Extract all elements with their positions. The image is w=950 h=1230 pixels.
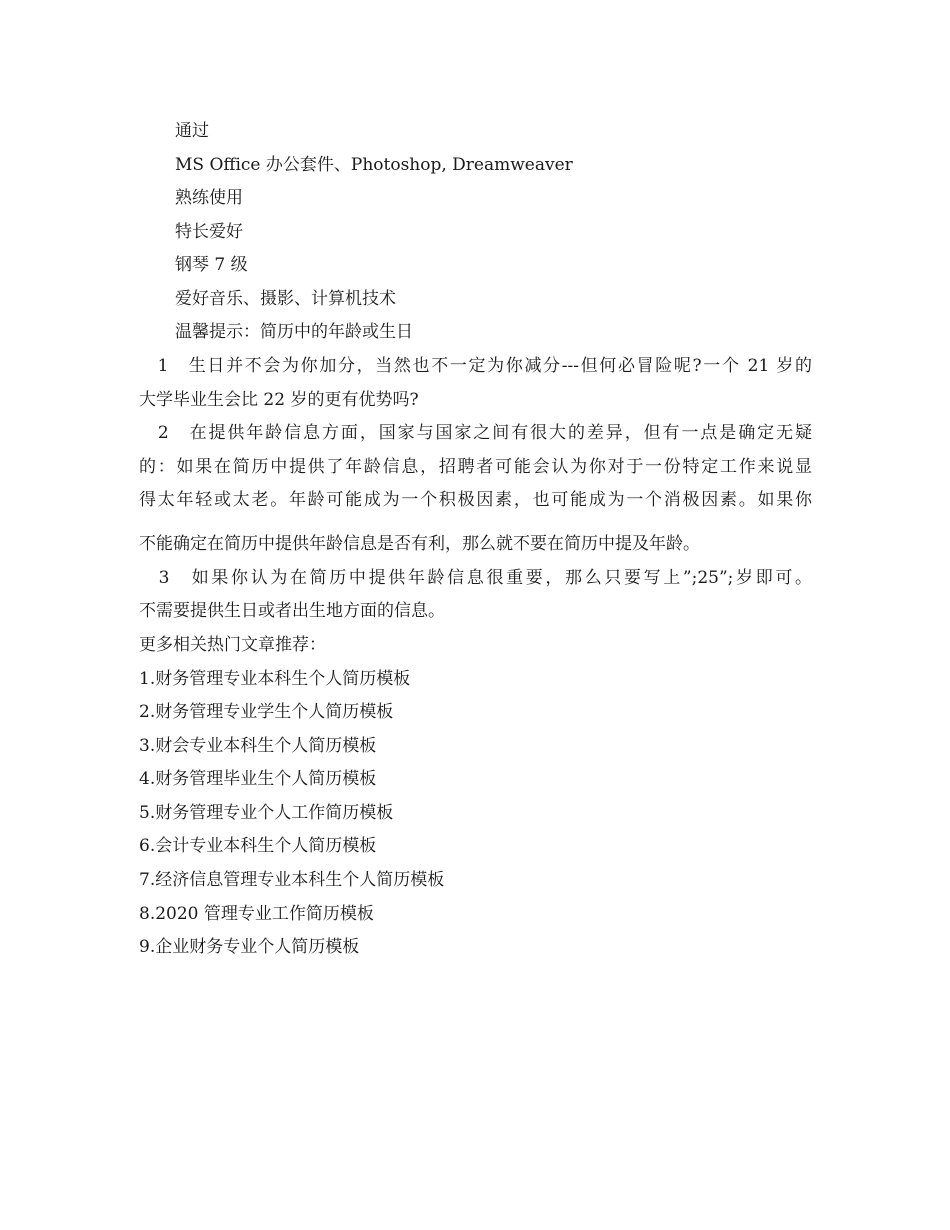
tip-3-line-1: 3 如果你认为在简历中提供年龄信息很重要，那么只要写上”;25”;岁即可。 (139, 568, 812, 588)
related-article-link[interactable]: 1.财务管理专业本科生个人简历模板 (139, 669, 411, 689)
related-articles-heading: 更多相关热门文章推荐： (139, 635, 326, 655)
skills-software-list: MS Office 办公套件、Photoshop, Dreamweaver (175, 155, 573, 175)
hobbies-heading: 特长爱好 (175, 222, 243, 242)
related-article-link[interactable]: 3.财会专业本科生个人简历模板 (139, 736, 377, 756)
tip-3-line-2: 不需要提供生日或者出生地方面的信息。 (139, 601, 445, 621)
tip-2-line-2: 的：如果在简历中提供了年龄信息，招聘者可能会认为你对于一份特定工作来说显 (139, 457, 812, 477)
related-article-link[interactable]: 9.企业财务专业个人简历模板 (139, 937, 360, 957)
related-article-link[interactable]: 4.财务管理毕业生个人简历模板 (139, 769, 377, 789)
tip-1-line-1: 1 生日并不会为你加分，当然也不一定为你减分---但何必冒险呢?一个 21 岁的 (139, 356, 812, 376)
tip-2-line-3: 得太年轻或太老。年龄可能成为一个积极因素，也可能成为一个消极因素。如果你 (139, 490, 812, 510)
tip-1-line-2: 大学毕业生会比 22 岁的更有优势吗? (139, 390, 419, 410)
related-article-link[interactable]: 7.经济信息管理专业本科生个人简历模板 (139, 870, 445, 890)
skills-line-through: 通过 (175, 121, 209, 141)
skills-proficiency: 熟练使用 (175, 188, 243, 208)
related-article-link[interactable]: 2.财务管理专业学生个人简历模板 (139, 702, 394, 722)
tip-2-line-1: 2 在提供年龄信息方面，国家与国家之间有很大的差异，但有一点是确定无疑 (139, 423, 812, 443)
related-article-link[interactable]: 8.2020 管理专业工作简历模板 (139, 904, 374, 924)
tip-2-line-4: 不能确定在简历中提供年龄信息是否有利，那么就不要在简历中提及年龄。 (139, 534, 700, 554)
related-article-link[interactable]: 6.会计专业本科生个人简历模板 (139, 836, 377, 856)
tips-heading: 温馨提示：简历中的年龄或生日 (175, 322, 413, 342)
hobby-piano: 钢琴 7 级 (175, 255, 248, 275)
related-article-link[interactable]: 5.财务管理专业个人工作简历模板 (139, 803, 394, 823)
hobby-interests: 爱好音乐、摄影、计算机技术 (175, 289, 396, 309)
